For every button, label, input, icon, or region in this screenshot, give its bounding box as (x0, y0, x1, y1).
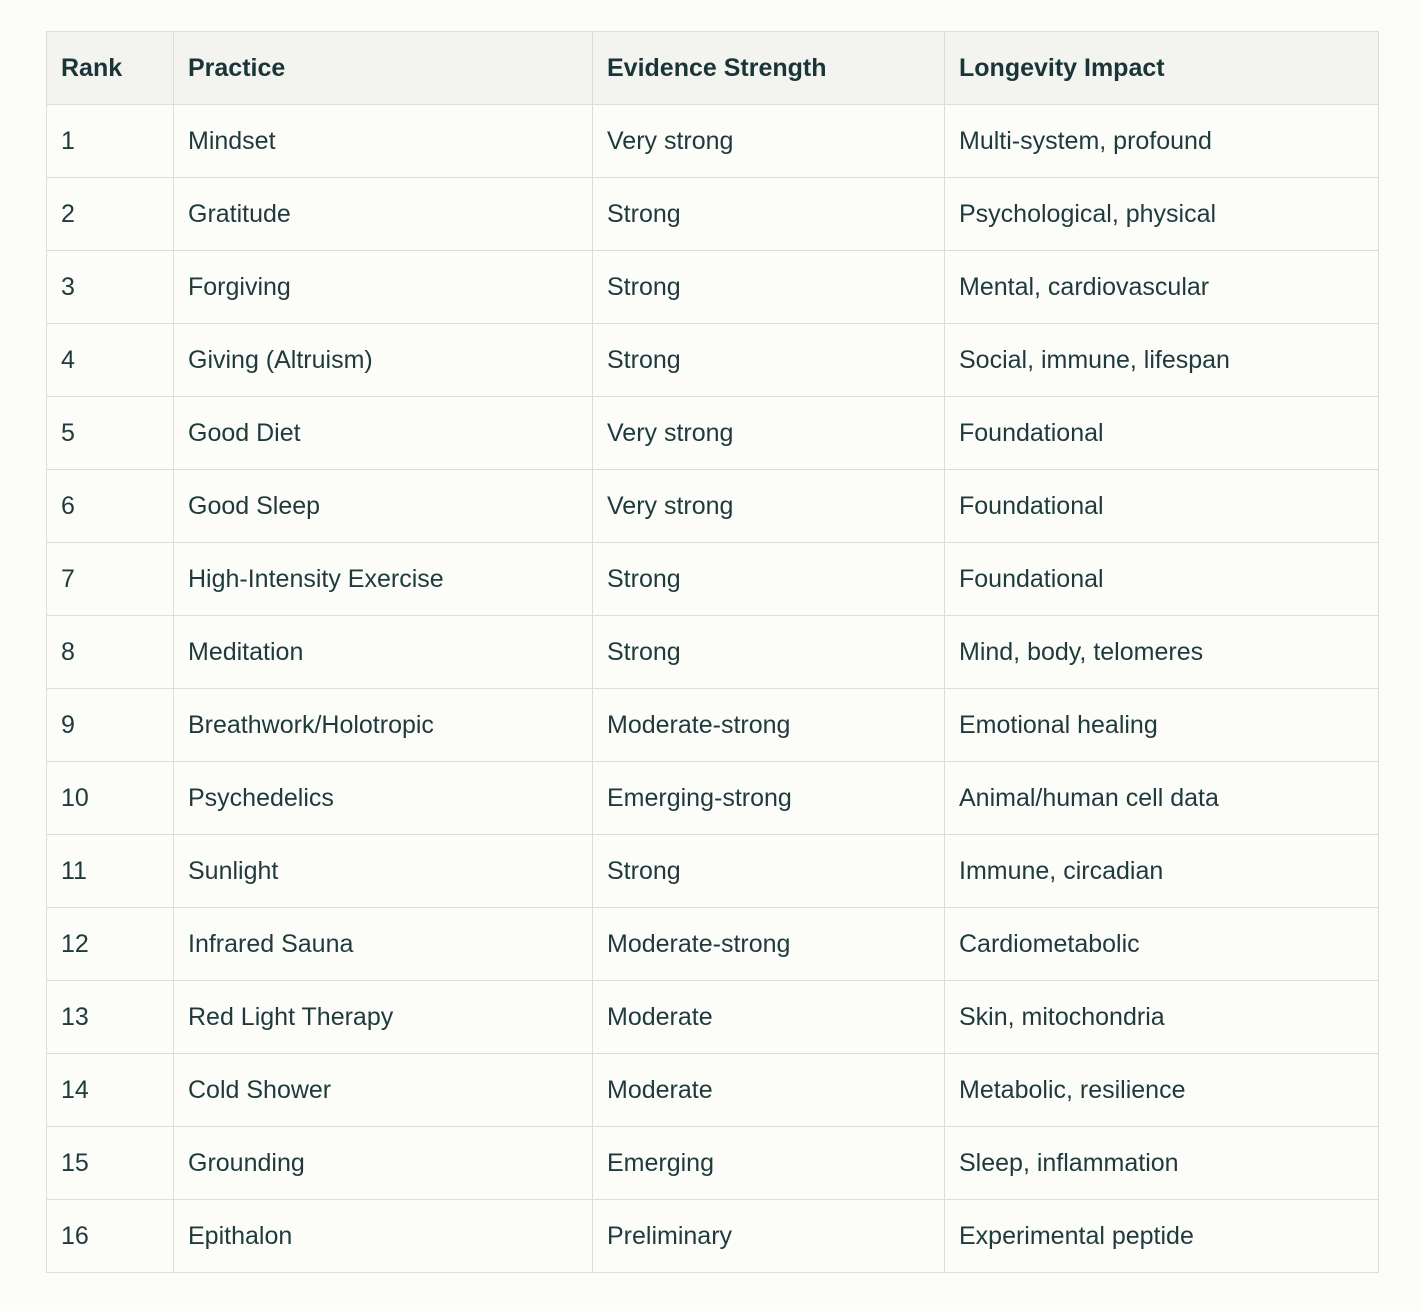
cell-practice: Forgiving (174, 251, 593, 324)
cell-evidence-strength: Strong (593, 178, 945, 251)
cell-rank: 8 (47, 616, 174, 689)
table-row (47, 762, 1379, 835)
table-row (47, 616, 1379, 689)
cell-rank: 6 (47, 470, 174, 543)
table-row (47, 324, 1379, 397)
cell-rank: 7 (47, 543, 174, 616)
cell-longevity-impact: Mental, cardiovascular (945, 251, 1379, 324)
cell-rank: 15 (47, 1127, 174, 1200)
table-row (47, 981, 1379, 1054)
cell-practice: Good Sleep (174, 470, 593, 543)
cell-longevity-impact: Sleep, inflammation (945, 1127, 1379, 1200)
cell-longevity-impact: Foundational (945, 470, 1379, 543)
cell-evidence-strength: Emerging-strong (593, 762, 945, 835)
cell-practice: High-Intensity Exercise (174, 543, 593, 616)
cell-evidence-strength: Very strong (593, 105, 945, 178)
cell-evidence-strength: Strong (593, 543, 945, 616)
cell-rank: 13 (47, 981, 174, 1054)
longevity-practices-table (46, 31, 1379, 1273)
cell-practice: Infrared Sauna (174, 908, 593, 981)
cell-rank: 14 (47, 1054, 174, 1127)
cell-evidence-strength: Moderate (593, 1054, 945, 1127)
cell-practice: Epithalon (174, 1200, 593, 1273)
table-body (47, 105, 1379, 1273)
header-rank: Rank (47, 32, 174, 105)
header-longevity-impact: Longevity Impact (945, 32, 1379, 105)
cell-practice: Giving (Altruism) (174, 324, 593, 397)
cell-longevity-impact: Foundational (945, 543, 1379, 616)
cell-rank: 12 (47, 908, 174, 981)
cell-rank: 5 (47, 397, 174, 470)
table-row (47, 835, 1379, 908)
cell-rank: 9 (47, 689, 174, 762)
cell-longevity-impact: Animal/human cell data (945, 762, 1379, 835)
header-row (47, 32, 1379, 105)
cell-longevity-impact: Immune, circadian (945, 835, 1379, 908)
cell-longevity-impact: Emotional healing (945, 689, 1379, 762)
header-evidence-strength: Evidence Strength (593, 32, 945, 105)
cell-evidence-strength: Very strong (593, 397, 945, 470)
cell-rank: 11 (47, 835, 174, 908)
cell-longevity-impact: Skin, mitochondria (945, 981, 1379, 1054)
table-row (47, 251, 1379, 324)
cell-evidence-strength: Preliminary (593, 1200, 945, 1273)
table-row (47, 543, 1379, 616)
cell-rank: 10 (47, 762, 174, 835)
cell-practice: Good Diet (174, 397, 593, 470)
cell-longevity-impact: Cardiometabolic (945, 908, 1379, 981)
cell-evidence-strength: Emerging (593, 1127, 945, 1200)
cell-longevity-impact: Mind, body, telomeres (945, 616, 1379, 689)
table-row (47, 470, 1379, 543)
cell-rank: 2 (47, 178, 174, 251)
table-row (47, 397, 1379, 470)
cell-longevity-impact: Metabolic, resilience (945, 1054, 1379, 1127)
cell-evidence-strength: Moderate (593, 981, 945, 1054)
cell-practice: Red Light Therapy (174, 981, 593, 1054)
cell-rank: 3 (47, 251, 174, 324)
table-row (47, 178, 1379, 251)
cell-evidence-strength: Very strong (593, 470, 945, 543)
cell-longevity-impact: Foundational (945, 397, 1379, 470)
cell-practice: Cold Shower (174, 1054, 593, 1127)
table-container (46, 31, 1378, 1273)
cell-practice: Mindset (174, 105, 593, 178)
cell-practice: Grounding (174, 1127, 593, 1200)
table-row (47, 908, 1379, 981)
cell-evidence-strength: Moderate-strong (593, 908, 945, 981)
cell-rank: 4 (47, 324, 174, 397)
cell-rank: 16 (47, 1200, 174, 1273)
table-row (47, 1054, 1379, 1127)
cell-longevity-impact: Psychological, physical (945, 178, 1379, 251)
table-row (47, 689, 1379, 762)
cell-practice: Psychedelics (174, 762, 593, 835)
table-row (47, 1200, 1379, 1273)
header-practice: Practice (174, 32, 593, 105)
cell-practice: Meditation (174, 616, 593, 689)
cell-evidence-strength: Strong (593, 835, 945, 908)
cell-evidence-strength: Strong (593, 616, 945, 689)
cell-practice: Breathwork/Holotropic (174, 689, 593, 762)
cell-evidence-strength: Strong (593, 324, 945, 397)
cell-evidence-strength: Strong (593, 251, 945, 324)
cell-rank: 1 (47, 105, 174, 178)
cell-longevity-impact: Multi-system, profound (945, 105, 1379, 178)
table-row (47, 1127, 1379, 1200)
table-header (47, 32, 1379, 105)
cell-longevity-impact: Experimental peptide (945, 1200, 1379, 1273)
cell-practice: Sunlight (174, 835, 593, 908)
cell-evidence-strength: Moderate-strong (593, 689, 945, 762)
cell-practice: Gratitude (174, 178, 593, 251)
table-row (47, 105, 1379, 178)
cell-longevity-impact: Social, immune, lifespan (945, 324, 1379, 397)
